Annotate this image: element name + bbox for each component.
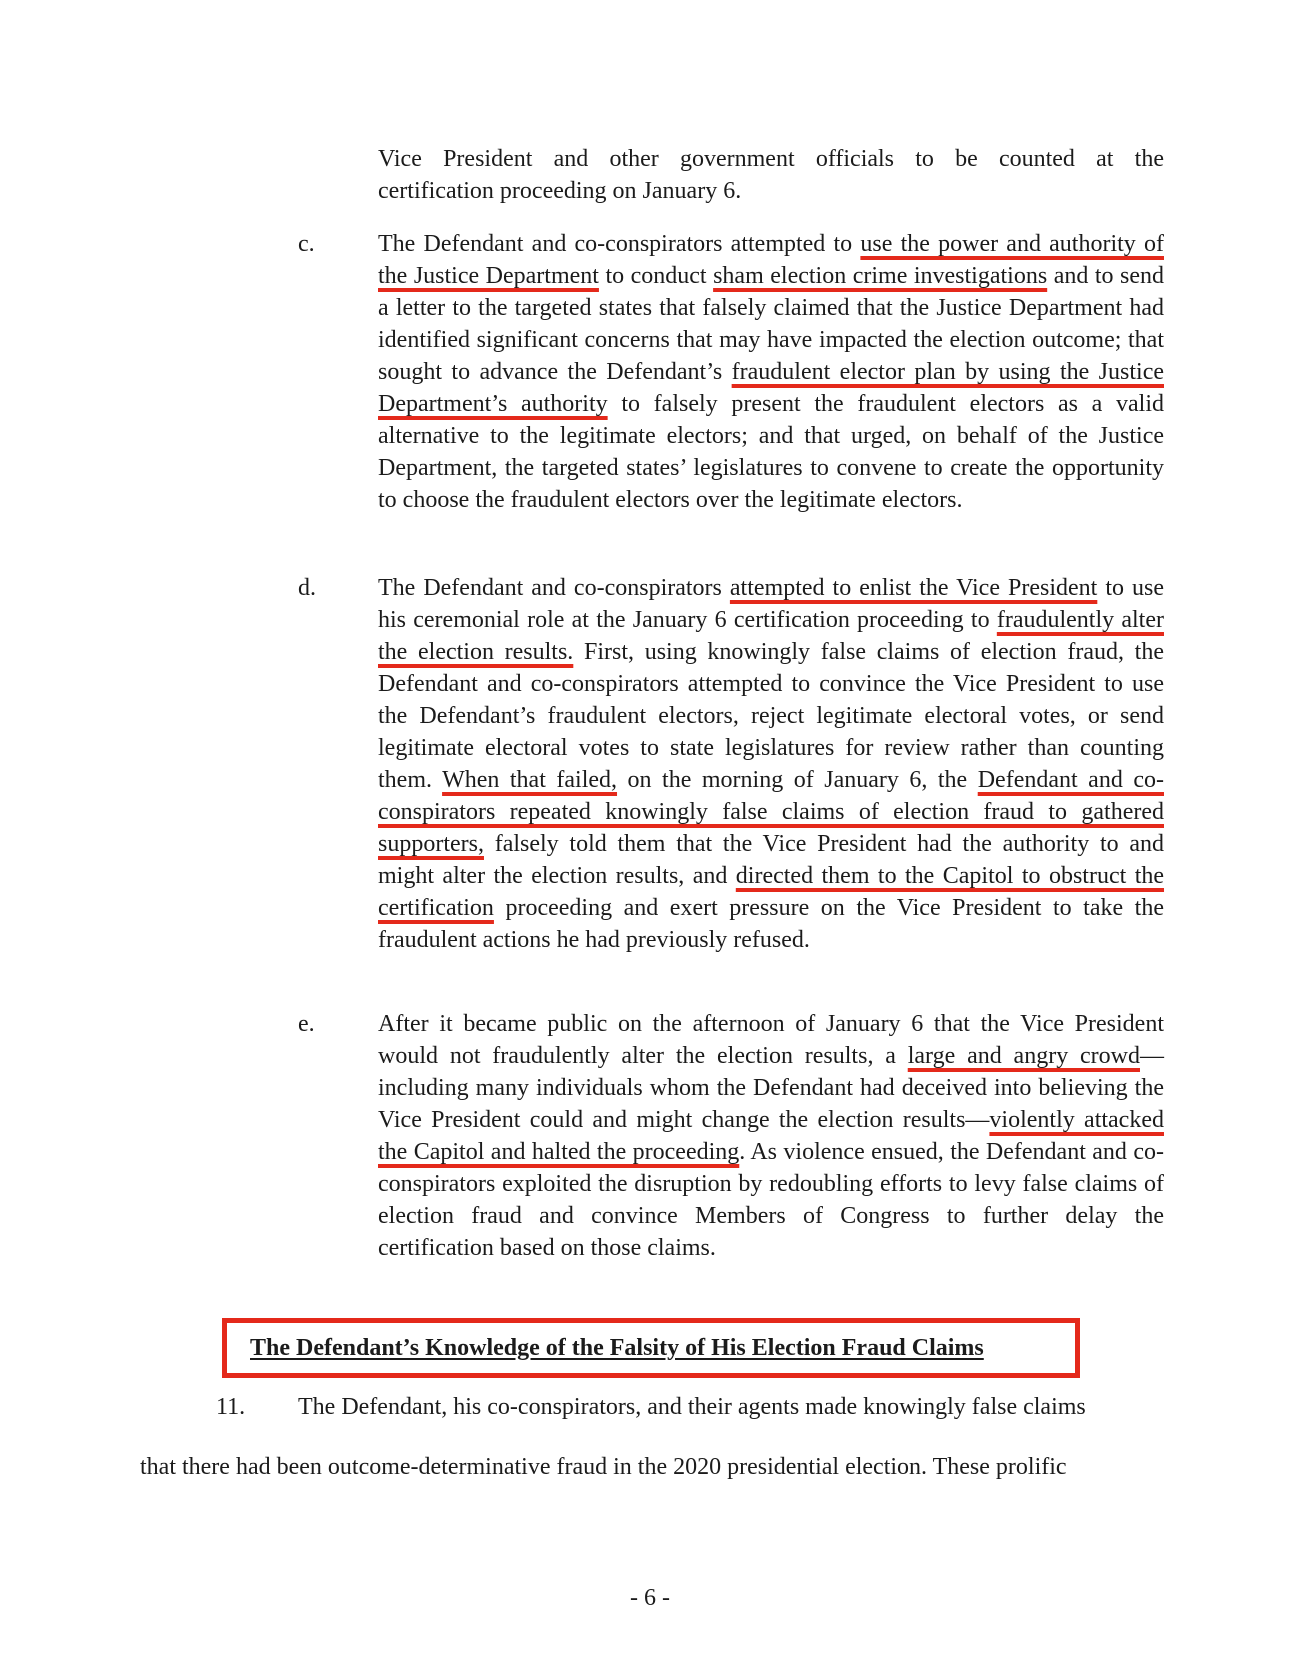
item-d-marker: d. [298,575,316,601]
item-c-text-4: to falsely present the fraudulent electors as a valid alternative to the legitimate electors; and that urged, on behalf of the Justice Department, the targeted states’ legislatures to convene to create the opportunity to choose the fraudulent electors over the legitimate electors. [378,391,1164,513]
item-d-highlight-3: When that failed, [442,767,618,793]
item-c-text-3: and to send a letter to the targeted states that falsely claimed that the Justice Department had identified significant concerns that may have impacted the election outcome; that sought to advance the Defendant’s [378,263,1165,385]
item-c-paragraph [378,228,1164,516]
item-e-text-3: . As violence ensued, the Defendant and co-conspirators exploited the disruption by redoubling efforts to levy false claims of election fraud and convince Members of Congress to further delay the certification based on those claims. [378,1139,1164,1261]
item-e-text-2: —including many individuals whom the Defendant had deceived into believing the Vice President could and might change the election results— [378,1043,1164,1133]
item-e-marker: e. [298,1011,315,1037]
item-d-highlight-1: attempted to enlist the Vice President [729,575,1098,601]
item-d-highlight-5: directed them to the Capitol to obstruct the certification [378,863,1165,921]
item-d-text-6: proceeding and exert pressure on the Vice President to take the fraudulent actions he had previously refused. [378,895,1164,953]
item-c-marker: c. [298,231,315,257]
page-number: - 6 - [630,1585,670,1611]
item-e-text-1: After it became public on the afternoon of January 6 that the Vice President would not fraudulently alter the election results, a [378,1011,1164,1069]
paragraph-11-number: 11. [216,1394,246,1420]
paragraph-11-text-1: The Defendant, his co-conspirators, and their agents made knowingly false claims [298,1394,1086,1420]
item-c-highlight-1: use the power and authority of the Justice Department [378,231,1164,289]
item-d-highlight-2: fraudulently alter the election results. [378,607,1164,665]
item-e-highlight-1: large and angry crowd [907,1043,1140,1069]
paragraph-11-line-2: that there had been outcome-determinative fraud in the 2020 presidential election. These prolific [140,1454,1067,1480]
item-c-highlight-3: fraudulent elector plan by using the Justice Department’s authority [378,359,1164,417]
item-d-paragraph [378,572,1164,956]
item-c-highlight-2: sham election crime investigations [713,263,1048,289]
item-d-text-5: falsely told them that the Vice President had the authority to and might alter the election results, and [378,831,1164,889]
item-e-highlight-2: violently attacked the Capitol and halted the proceeding [378,1107,1164,1165]
carryover-text [378,143,1164,207]
item-d-highlight-4: Defendant and co-conspirators repeated knowingly false claims of election fraud to gathered supporters, [378,767,1164,857]
paragraph-11-line-1 [216,1391,1164,1423]
carryover-line-1: Vice President and other government officials to be counted at the [378,146,1164,172]
item-d-text-3: First, using knowingly false claims of election fraud, the Defendant and co-conspirators attempted to convince the Vice President to use the Defendant’s fraudulent electors, reject legitimate electoral votes, or send legitimate electoral votes to state legislatures for review rather than counting them. [378,639,1164,793]
item-d-text-2: to use his ceremonial role at the January 6 certification proceeding to [378,575,1164,633]
item-c-text-1: The Defendant and co-conspirators attempted to [378,231,861,257]
item-e-paragraph [378,1008,1164,1264]
carryover-line-2: certification proceeding on January 6. [378,178,742,204]
section-heading: The Defendant’s Knowledge of the Falsity of His Election Fraud Claims [250,1335,984,1361]
item-d-text-4: on the morning of January 6, the [617,767,978,793]
item-d-text-1: The Defendant and co-conspirators [378,575,730,601]
item-c-text-2: to conduct [598,263,714,289]
